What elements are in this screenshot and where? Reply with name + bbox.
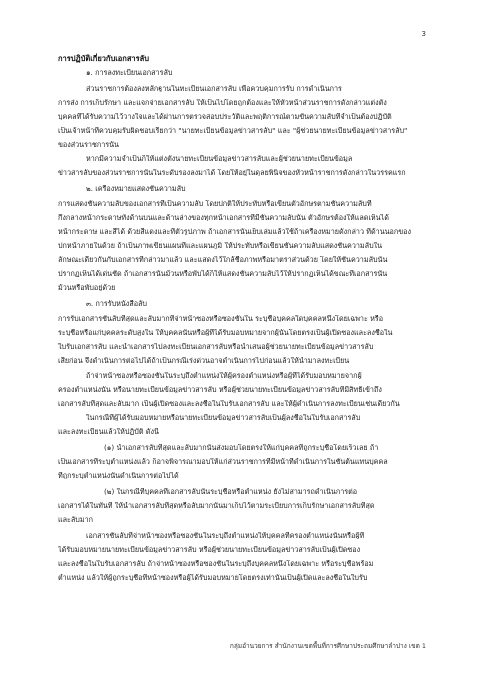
paragraph-line: เอกสารได้ในทันที ให้นำเอกสารลับที่สุดหรือลับมากนั้นมาเก็บไว้ตามระเบียบการเก็บรักษาเอกสารลับที่สุด xyxy=(58,502,375,510)
subheading-receiving: ๓. การรับหนังสือลับ xyxy=(86,300,147,308)
paragraph-line: ถ้าจ่าหน้าซองหรือซองชั้นในระบุถึงตำแหน่งให้ผู้ครองตำแหน่งหรือผู้ที่ได้รับมอบหมายจากผู้ xyxy=(86,372,362,380)
paragraph-line: ปกหน้าภายในด้วย ถ้าเป็นภาพเขียนแผนที่และแผนภูมิ ให้ประทับหรือเขียนชั้นความลับแสดงชั้นความลับใน xyxy=(58,242,383,250)
paragraph-line: หากมีความจำเป็นก็ให้แต่งตั้งนายทะเบียนข้อมูลข่าวสารลับและผู้ช่วยนายทะเบียนข้อมูล xyxy=(86,155,353,163)
paragraph-line: ระบุชื่อหรือแก่บุคคลระดับสูงใน ให้บุคคลนั้นหรือผู้ที่ได้รับมอบหมายจากผู้นั้นโดยตรงเป็นผู้เปิดซองและลงชื่อใน xyxy=(58,329,393,337)
paragraph-line: เอกสารชั้นลับที่จ่าหน้าซองหรือซองชั้นในระบุถึงตำแหน่งให้บุคคลที่ครองตำแหน่งนั้นหรือผู้ที่ xyxy=(86,532,365,540)
paragraph-line: ใบรับเอกสารลับ และนำเอกสารไปลงทะเบียนเอกสารลับหรือนำเสนอผู้ช่วยนายทะเบียนข้อมูลข่าวสารลับ xyxy=(58,343,374,351)
subheading-registration: ๑. การลงทะเบียนเอกสารลับ xyxy=(86,69,173,77)
paragraph-line: ในกรณีที่ผู้ได้รับมอบหมายหรือนายทะเบียนข้อมูลข่าวสารลับเป็นผู้ลงชื่อในใบรับเอกสารลับ xyxy=(86,414,361,422)
paragraph-line: ได้รับมอบหมายนายทะเบียนข้อมูลข่าวสารลับ หรือผู้ช่วยนายทะเบียนข้อมูลข่าวสารลับเป็นผู้เปิดซอง xyxy=(58,546,361,554)
section-heading: การปฏิบัติเกี่ยวกับเอกสารลับ xyxy=(58,54,150,63)
paragraph-line: ของส่วนราชการนั้น xyxy=(58,141,119,149)
paragraph-line: ครองตำแหน่งนั้น หรือนายทะเบียนข้อมูลข่าวสารลับ หรือผู้ช่วยนายทะเบียนข้อมูลข่าวสารลับที่มีสิทธิ์เข้าถึง xyxy=(58,386,382,394)
paragraph-line: การแสดงชั้นความลับของเอกสารที่เป็นความลับ โดยปกติให้ประทับหรือเขียนตัวอักษรตามชั้นความลับที่ xyxy=(58,200,372,208)
paragraph-line: และลงทะเบียนแล้วให้ปฏิบัติ ดังนี้ xyxy=(58,428,159,436)
subheading-classification-marks: ๒. เครื่องหมายแสดงชั้นความลับ xyxy=(86,185,186,193)
paragraph-line: ลักษณะเดียวกันกับเอกสารที่กล่าวมาแล้ว และแสดงไว้ใกล้ชื่อภาพหรือมาตราส่วนด้วย โดยให้ชั้นความลับนั้น xyxy=(58,256,388,264)
paragraph-line: เสียก่อน จึงดำเนินการต่อไปได้ถ้าเป็นกรณีเร่งด่วนอาจดำเนินการไปก่อนแล้วให้นำมาลงทะเบียน xyxy=(58,357,350,365)
paragraph-line: หน้ากระดาษ และสีได้ ด้วยสีแดงและที่ตัวรูปภาพ ถ้าเอกสารนั้นเย็บเล่มแล้วใช้ถ้าเครื่องหมายดังกล่าว ที่ด้านนอกของ xyxy=(58,228,411,236)
paragraph-line: ปรากฏเห็นได้เด่นชัด ถ้าเอกสารนั้นม้วนหรือพับได้ก็ให้แสดงชั้นความลับไว้ให้ปรากฏเห็นได้ขณะที่เอกสารนั้น xyxy=(58,270,388,278)
paragraph-line: และลับมาก xyxy=(58,516,93,524)
paragraph-line: เป็นเจ้าหน้าที่ควบคุมรับผิดชอบเรียกว่า "นายทะเบียนข้อมูลข่าวสารลับ" และ "ผู้ช่วยนายทะเบียนข้อมูลข่าวสารลับ" xyxy=(58,127,408,135)
paragraph-line: เอกสารลับที่สุดและลับมาก เป็นผู้เปิดซองและลงชื่อในใบรับเอกสารลับ และให้ผู้ดำเนินการลงทะเบียนเช่นเดียวกัน xyxy=(58,400,400,408)
paragraph-line: (๒) ในกรณีที่บุคคลที่เอกสารลับนั้นระบุชื่อหรือตำแหน่ง ยังไม่สามารถดำเนินการต่อ xyxy=(104,488,358,496)
paragraph-line: การรับเอกสารชั้นลับที่สุดและลับมากที่จ่าหน้าซองหรือซองชั้นใน ระบุชื่อบุคคลใดบุคคลหนึ่งโดยเฉพาะ หรือ xyxy=(58,315,384,323)
page-number: 3 xyxy=(421,30,426,38)
paragraph-line: การส่ง การเก็บรักษา และแจกจ่ายเอกสารลับ ให้เป็นไปโดยถูกต้องและให้หัวหน้าส่วนราชการดังกล่าวแต่งตั้ง xyxy=(58,99,387,107)
paragraph-line: บุคคลที่ได้รับความไว้วางใจและได้ผ่านการตรวจสอบประวัติและพฤติการณ์ตามขั้นความลับที่จำเป็นต้องปฏิบัติ xyxy=(58,113,392,121)
paragraph-line: ข่าวสารลับของส่วนราชการนั้นในระดับรองลงมาได้ โดยให้อยู่ในดุลยพินิจของหัวหน้าราชการดังกล่าวในวรรคแรก xyxy=(58,169,406,177)
paragraph-line: (๑) นำเอกสารลับที่สุดและลับมากนั้นส่งมอบโดยตรงให้แก่บุคคลที่ถูกระบุชื่อโดยเร็วเลย ถ้า xyxy=(104,444,379,452)
page-footer: กลุ่มอำนวยการ สำนักงานเขตพื้นที่การศึกษาประถมศึกษาลำปาง เขต 1 xyxy=(229,642,426,650)
paragraph-line: ส่วนราชการต้องลงหลักฐานในทะเบียนเอกสารลับ เพื่อควบคุมการรับ การดำเนินการ xyxy=(86,85,342,93)
paragraph-line: และลงชื่อในใบรับเอกสารลับ ถ้าจ่าหน้าซองหรือซองชั้นในระบุถึงบุคคลหนึ่งโดยเฉพาะ หรือระบุชื่อพร้อม xyxy=(58,560,374,568)
paragraph-line: กึ่งกลางหน้ากระดาษทั้งด้านบนและด้านล่างของทุกหน้าเอกสารที่มีชั้นความลับนั้น ตัวอักษรต้องให้แลดเห็นได้ xyxy=(58,214,389,222)
paragraph-line: ม้วนหรือพับอยู่ด้วย xyxy=(58,284,116,292)
paragraph-line: เป็นเอกสารที่ระบุตำแหน่งแล้ว ก็อาจพิจารณามอบให้แก่ส่วนราชการที่มีหน้าที่ดำเนินการในชั้นต้นแทนบุคคล xyxy=(58,458,388,466)
paragraph-line: ตำแหน่ง แล้วให้ผู้ถูกระบุชื่อที่หน้าซองหรือผู้ได้รับมอบหมายโดยตรงเท่านั้นเป็นผู้เปิดและลงชื่อในใบรับ xyxy=(58,574,368,582)
paragraph-line: ที่ถูกระบุตำแหน่งนั้นดำเนินการต่อไปได้ xyxy=(58,472,179,480)
